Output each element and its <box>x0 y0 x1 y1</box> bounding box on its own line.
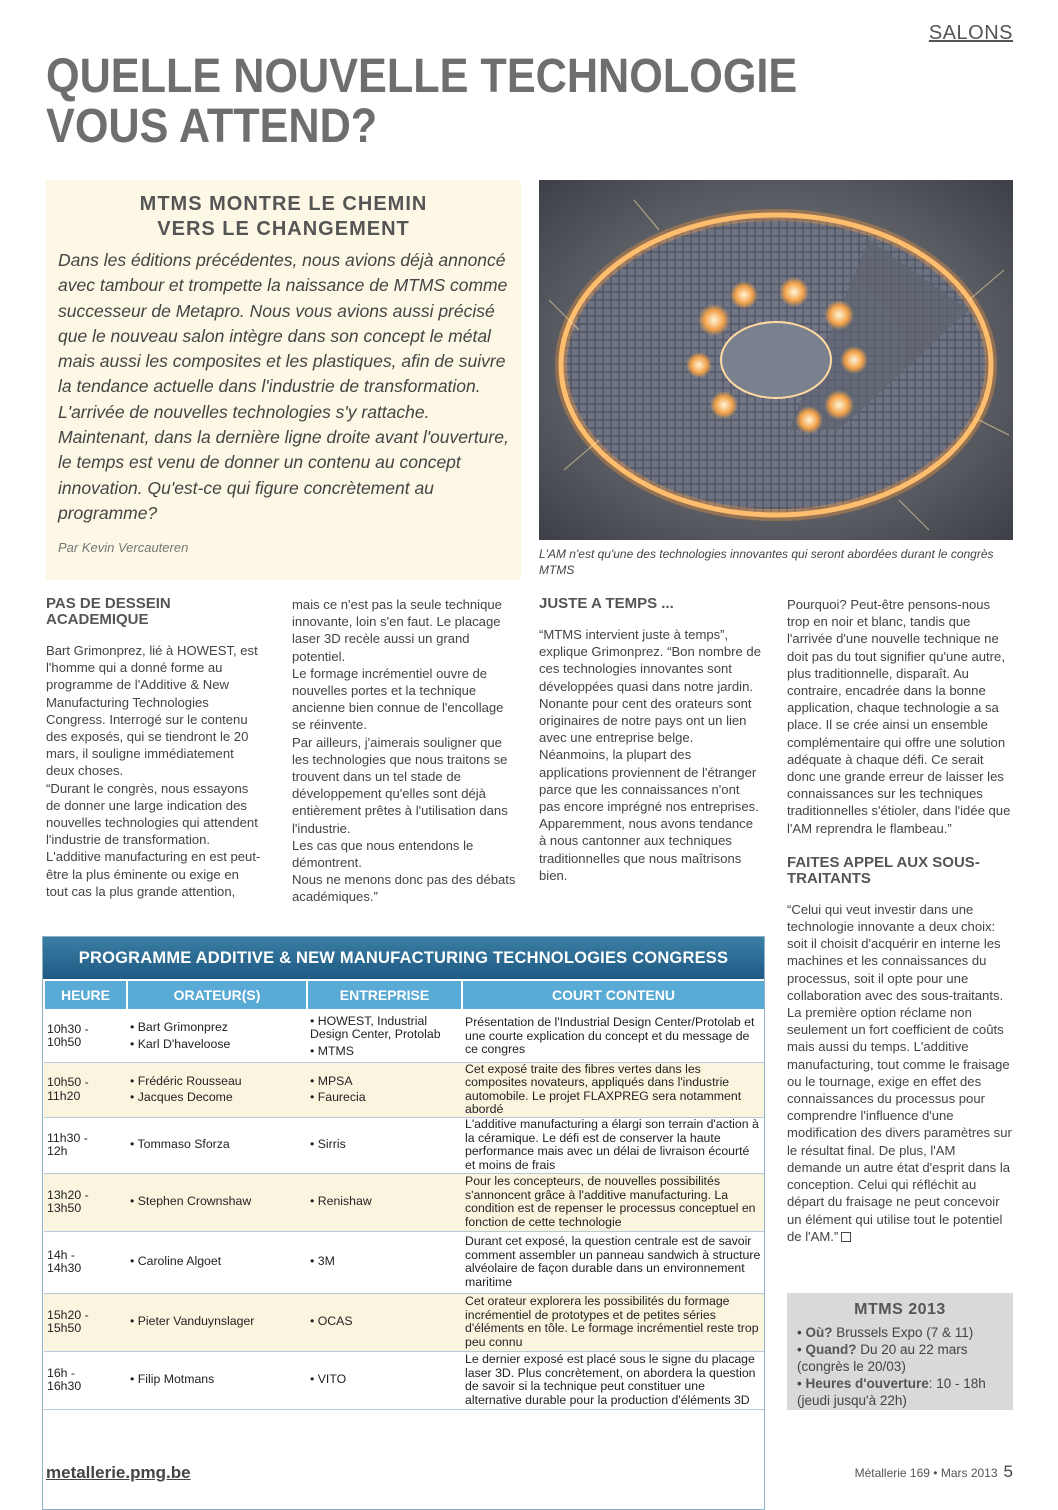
program-table-box <box>42 936 765 1510</box>
col2-text: mais ce n'est pas la seule technique innovante, loin s'en faut. Le placage laser 3D recèle aussi un grand potentiel. Le formage incrémentiel ouvre de nouvelles portes et la technique ancienne bien connue de l'encollage se réinvente. Par ailleurs, j'aimerais souligner que les technologies que nous traitons se trouvent dans un tel stade de développement qu'elles sont déjà entièrement prêtes à l'utilisation dans l'industrie. Les cas que nous entendons le démontrent. Nous ne menons donc pas des débats académiques.” <box>292 597 516 905</box>
footer-site-link[interactable]: metallerie.pmg.be <box>46 1463 191 1482</box>
cell-speakers-item: • Pieter Vanduynslager <box>130 1315 304 1329</box>
cell-content: Pour les concepteurs, de nouvelles possibilités s'annoncent grâce à l'additive manufacturing. La condition est de repenser le processus conceptuel en fonction de cette technologie <box>462 1173 765 1231</box>
cell-speakers-list <box>130 1255 304 1269</box>
cell-speakers-list <box>130 1075 304 1105</box>
cell-companies-item: • Renishaw <box>310 1195 459 1209</box>
cell-speakers-item: • Caroline Algoet <box>130 1255 304 1269</box>
program-row <box>44 1010 765 1062</box>
program-row <box>44 1062 765 1117</box>
footer-right <box>855 1462 1013 1482</box>
program-table <box>43 979 765 1410</box>
heading-pas-de-dessein: PAS DE DESSEIN ACADEMIQUE <box>46 595 171 628</box>
col4-text2 <box>787 901 1013 1245</box>
cell-content: Le dernier exposé est placé sous le signe du placage laser 3D. Plus concrètement, on abordera la question de savoir si la technique peut constituer une alternative durable pour la production d'éléments 3D <box>462 1351 765 1409</box>
cell-companies-item: • Sirris <box>310 1138 459 1152</box>
footer-page-number: 5 <box>1003 1462 1013 1481</box>
cell-companies-item: • VITO <box>310 1373 459 1387</box>
cell-time: 16h - 16h30 <box>44 1351 127 1409</box>
hours-label: Heures d'ouverture <box>805 1376 929 1391</box>
cell-speakers <box>127 1293 307 1351</box>
col3-text: “MTMS intervient juste à temps”, explique Grimonprez. “Bon nombre de ces technologies innovantes sont développées quasi dans notre jardin. Nonante pour cent des orateurs sont originaires de notre pays ont un lien avec une entreprise belge. Néanmoins, la plupart des applications proviennent de l'étranger parce que les connaissances n'ont pas encore imprégné nos entreprises. Apparemment, nous avons tendance à nous cantonner aux techniques traditionnelles que nous maîtrisons bien. <box>539 627 761 883</box>
cell-companies <box>307 1010 462 1062</box>
intro-title-line2: VERS LE CHANGEMENT <box>157 218 410 240</box>
cell-companies-list <box>310 1195 459 1209</box>
cell-companies <box>307 1173 462 1231</box>
program-row <box>44 1117 765 1173</box>
cell-speakers-list <box>130 1021 304 1051</box>
sidebar-list <box>797 1324 1003 1409</box>
cell-content: L'additive manufacturing a élargi son terrain d'action à la céramique. Le défi est de conserver la haute performance mais avec un délai de livraison écourté et moins de frais <box>462 1117 765 1173</box>
cell-companies-item: • HOWEST, Industrial Design Center, Protolab <box>310 1015 459 1042</box>
where-label: Où? <box>805 1325 833 1340</box>
intro-author: Par Kevin Vercauteren <box>58 540 189 556</box>
cell-speakers-item: • Tommaso Sforza <box>130 1138 304 1152</box>
program-row <box>44 1173 765 1231</box>
cell-companies <box>307 1351 462 1409</box>
cell-content: Cet exposé traite des fibres vertes dans les composites novateurs, appliqués dans l'industrie automobile. Le projet FLAXPREG sera notamment abordé <box>462 1062 765 1117</box>
end-of-article-icon <box>841 1232 851 1242</box>
header-entreprise: ENTREPRISE <box>307 980 462 1010</box>
cell-time: 15h20 - 15h50 <box>44 1293 127 1351</box>
heading-sous-traitants: FAITES APPEL AUX SOUS-TRAITANTS <box>787 853 980 887</box>
intro-title <box>58 192 509 242</box>
cell-companies <box>307 1062 462 1117</box>
article-column-4 <box>787 596 1013 1245</box>
cell-speakers-list <box>130 1195 304 1209</box>
cell-content: Cet orateur explorera les possibilités du formage incrémentiel de prototypes et de petites séries d'éléments en tôle. Le formage incrémentiel reste trop peu connu <box>462 1293 765 1351</box>
cell-companies-list <box>310 1373 459 1387</box>
where-value: Brussels Expo (7 & 11) <box>836 1325 974 1340</box>
col1-text: Bart Grimonprez, lié à HOWEST, est l'homme qui a donné forme au programme de l'Additive & New Manufacturing Technologies Congress. Interrogé sur le contenu des exposés, qui se tiendront le 20 mars, il souligne immédiatement deux choses. “Durant le congrès, nous essayons de donner une large indication des nouvelles technologies qui attendent l'industrie de transformation. L'additive manufacturing en est peut-être la plus éminente ou exige en tout cas la plus grande attention, <box>46 643 261 899</box>
hours-value: 10 - 18h (jeudi jusqu'à 22h) <box>797 1376 986 1408</box>
cell-time: 10h50 - 11h20 <box>44 1062 127 1117</box>
cell-companies-list <box>310 1075 459 1105</box>
cell-companies-list <box>310 1315 459 1329</box>
cell-companies <box>307 1231 462 1293</box>
when-label: Quand? <box>805 1342 857 1357</box>
sidebar-where: • Où? Brussels Expo (7 & 11) <box>797 1325 974 1340</box>
cell-speakers-item: • Bart Grimonprez <box>130 1021 304 1035</box>
footer-issue: Métallerie 169 • Mars 2013 <box>854 1466 998 1480</box>
section-label: SALONS <box>928 22 1013 44</box>
cell-speakers-list <box>130 1373 304 1387</box>
cell-companies-item: • MTMS <box>310 1045 459 1059</box>
cell-speakers <box>127 1351 307 1409</box>
when-value: Du 20 au 22 mars (congrès le 20/03) <box>797 1342 968 1374</box>
cell-speakers <box>127 1231 307 1293</box>
col4-text2-body: “Celui qui veut investir dans une technologie innovante a deux choix: soit il choisit d'acquérir en interne les machines et les connaissances du processus, soit il opte pour une collaboration avec des sous-traitants. La première option réclame non seulement un fort coefficient de coûts mais aussi du temps. L'additive manufacturing, tout comme le fraisage ou le tournage, exige en effet des connaissances du processus pour comprendre l'influence d'une modification des divers paramètres sur le résultat final. De plus, l'AM demande un autre état d'esprit dans la conception. Celui qui réfléchit au départ du fraisage ne peut concevoir un élément qui utilise tout le potentiel de l'AM.” <box>787 901 1012 1244</box>
cell-companies <box>307 1293 462 1351</box>
col4-text: Pourquoi? Peut-être pensons-nous trop en noir et blanc, tandis que l'arrivée d'une nouvelle technique ne doit pas du tout signifier qu'une autre, plus traditionnelle, disparaît. Au contraire, encadrée dans la bonne application, chaque technologie a sa place. Il se crée ainsi un ensemble complémentaire qui offre une solution adéquate à chaque défi. Ce serait donc une grande erreur de laisser les connaissances sur les techniques traditionnelles s'étioler, dans l'idée que l'AM reprendra le flambeau.” <box>787 597 1011 836</box>
cell-speakers-item: • Frédéric Rousseau <box>130 1075 304 1089</box>
cell-speakers-item: • Jacques Decome <box>130 1091 304 1105</box>
info-sidebar <box>787 1293 1013 1410</box>
sidebar-title: MTMS 2013 <box>854 1301 946 1318</box>
heading-juste-a-temps: JUSTE A TEMPS ... <box>539 595 674 612</box>
header-court-contenu: COURT CONTENU <box>462 980 765 1010</box>
cell-companies-item: • MPSA <box>310 1075 459 1089</box>
header-heure: HEURE <box>44 980 127 1010</box>
cell-companies-item: • Faurecia <box>310 1091 459 1105</box>
article-column-2 <box>292 596 517 906</box>
cell-speakers-item: • Karl D'haveloose <box>130 1038 304 1052</box>
cell-speakers-list <box>130 1315 304 1329</box>
cell-speakers <box>127 1010 307 1062</box>
program-header-row <box>44 980 765 1010</box>
cell-companies-item: • 3M <box>310 1255 459 1269</box>
program-row <box>44 1293 765 1351</box>
header-orateurs: ORATEUR(S) <box>127 980 307 1010</box>
sidebar-hours: • Heures d'ouverture: 10 - 18h (jeudi jusqu'à 22h) <box>797 1376 986 1408</box>
photo-caption: L'AM n'est qu'une des technologies innovantes qui seront abordées durant le congrès MTMS <box>539 547 994 577</box>
cell-speakers <box>127 1173 307 1231</box>
cell-time: 10h30 - 10h50 <box>44 1010 127 1062</box>
intro-box <box>46 180 521 580</box>
intro-text: Dans les éditions précédentes, nous avions déjà annoncé avec tambour et trompette la naissance de MTMS comme successeur de Metapro. Nous vous avions aussi précisé que le nouveau salon intègre dans son concept le métal mais aussi les composites et les plastiques, afin de suivre la tendance actuelle dans l'industrie de transformation. L'arrivée de nouvelles technologies s'y rattache. Maintenant, dans la dernière ligne droite avant l'ouverture, le temps est venu de donner un contenu au concept innovation. Qu'est-ce qui figure concrètement au programme? <box>58 250 509 523</box>
program-row <box>44 1231 765 1293</box>
program-row <box>44 1351 765 1409</box>
cell-speakers <box>127 1062 307 1117</box>
program-body <box>44 1010 765 1409</box>
intro-title-line1: MTMS MONTRE LE CHEMIN <box>139 193 428 215</box>
cell-time: 14h - 14h30 <box>44 1231 127 1293</box>
cell-speakers-item: • Stephen Crownshaw <box>130 1195 304 1209</box>
sidebar-when: • Quand? Du 20 au 22 mars (congrès le 20/03) <box>797 1342 968 1374</box>
cell-speakers-list <box>130 1138 304 1152</box>
cell-companies-list <box>310 1138 459 1152</box>
cell-speakers-item: • Filip Motmans <box>130 1373 304 1387</box>
cell-speakers <box>127 1117 307 1173</box>
cell-companies-list <box>310 1015 459 1059</box>
cell-time: 13h20 - 13h50 <box>44 1173 127 1231</box>
headline: QUELLE NOUVELLE TECHNOLOGIE VOUS ATTEND? <box>46 50 798 153</box>
article-column-3 <box>539 596 761 884</box>
sparks-photo <box>539 180 1013 540</box>
program-title: PROGRAMME ADDITIVE & NEW MANUFACTURING TECHNOLOGIES CONGRESS <box>43 937 764 979</box>
article-column-1 <box>46 596 261 900</box>
cell-companies-item: • OCAS <box>310 1315 459 1329</box>
cell-content: Durant cet exposé, la question centrale est de savoir comment assembler un panneau sandwich à structure alvéolaire de façon durable dans un environnement maritime <box>462 1231 765 1293</box>
cell-companies-list <box>310 1255 459 1269</box>
cell-content: Présentation de l'Industrial Design Center/Protolab et une courte explication du concept et du message de ce congres <box>462 1010 765 1062</box>
cell-companies <box>307 1117 462 1173</box>
cell-time: 11h30 - 12h <box>44 1117 127 1173</box>
